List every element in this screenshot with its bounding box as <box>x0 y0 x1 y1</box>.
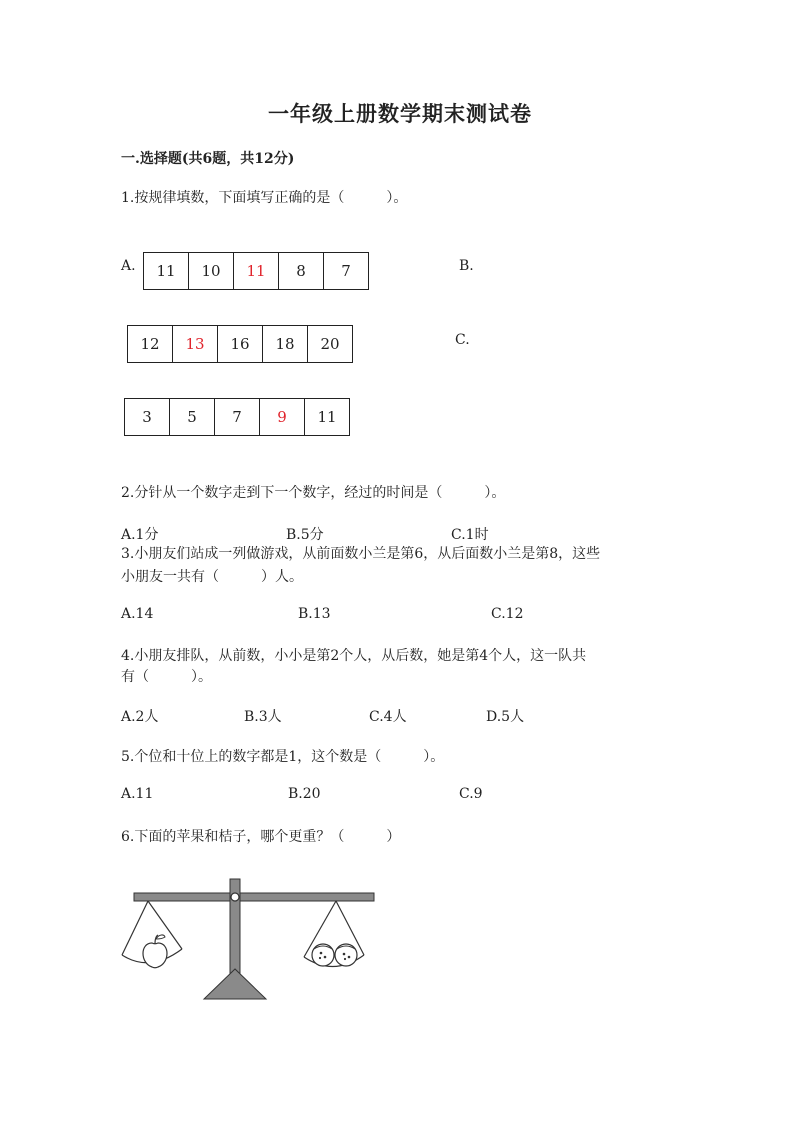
question-4-line-2: 有（ ）。 <box>121 669 212 685</box>
seq-a-cell: 10 <box>189 253 234 289</box>
q2-option-c: C.1时 <box>451 527 489 543</box>
q1-sequence-c <box>124 398 350 436</box>
q3-option-b: B.13 <box>298 606 331 622</box>
apple-icon <box>143 935 167 968</box>
seq-c-cell: 5 <box>170 399 215 435</box>
seq-c-cell: 3 <box>125 399 170 435</box>
q5-option-c: C.9 <box>459 786 483 802</box>
q4-option-a: A.2人 <box>121 709 159 725</box>
q3-option-a: A.14 <box>121 606 154 622</box>
seq-c-cell-highlight: 9 <box>260 399 305 435</box>
question-4-line-1: 4.小朋友排队，从前数，小小是第2个人，从后数，她是第4个人，这一队共 <box>121 648 587 664</box>
seq-c-cell: 11 <box>317 408 337 426</box>
seq-c-cell: 7 <box>215 399 260 435</box>
q5-option-a: A.11 <box>121 786 154 802</box>
seq-a-cell: 11 <box>144 253 189 289</box>
q1-option-c-label: C. <box>455 332 470 348</box>
q1-sequence-a <box>143 252 369 290</box>
balance-scale-illustration <box>118 873 380 1005</box>
page-title: 一年级上册数学期末测试卷 <box>268 101 532 126</box>
section-heading: 一.选择题(共6题，共12分) <box>121 151 295 167</box>
question-1: 1.按规律填数，下面填写正确的是（ ）。 <box>121 190 408 206</box>
q3-option-c: C.12 <box>491 606 524 622</box>
scale-pivot <box>231 893 239 901</box>
seq-b-cell: 18 <box>263 326 308 362</box>
orange-icon <box>312 944 334 966</box>
seq-b-cell-highlight: 13 <box>173 326 218 362</box>
seq-a-cell-highlight: 11 <box>234 253 279 289</box>
question-6: 6.下面的苹果和桔子，哪个更重？（ ） <box>121 829 401 845</box>
q2-option-b: B.5分 <box>286 527 324 543</box>
q4-option-b: B.3人 <box>244 709 282 725</box>
scale-base <box>204 969 266 999</box>
q1-option-b-label: B. <box>459 258 474 274</box>
question-2: 2.分针从一个数字走到下一个数字，经过的时间是（ ）。 <box>121 485 506 501</box>
q4-option-d: D.5人 <box>486 709 525 725</box>
question-3-line-2: 小朋友一共有（ ）人。 <box>121 569 303 585</box>
orange-icon <box>335 944 357 966</box>
seq-a-cell: 8 <box>279 253 324 289</box>
q1-option-a-label: A. <box>121 258 136 274</box>
q2-option-a: A.1分 <box>121 527 159 543</box>
q5-option-b: B.20 <box>288 786 321 802</box>
seq-b-cell: 20 <box>320 335 340 353</box>
seq-b-cell: 16 <box>218 326 263 362</box>
seq-a-cell: 7 <box>341 262 351 280</box>
q1-sequence-b <box>127 325 353 363</box>
scale-beam <box>134 893 374 901</box>
q4-option-c: C.4人 <box>369 709 407 725</box>
seq-b-cell: 12 <box>128 326 173 362</box>
question-3-line-1: 3.小朋友们站成一列做游戏，从前面数小兰是第6，从后面数小兰是第8，这些 <box>121 546 601 562</box>
question-5: 5.个位和十位上的数字都是1，这个数是（ ）。 <box>121 749 445 765</box>
